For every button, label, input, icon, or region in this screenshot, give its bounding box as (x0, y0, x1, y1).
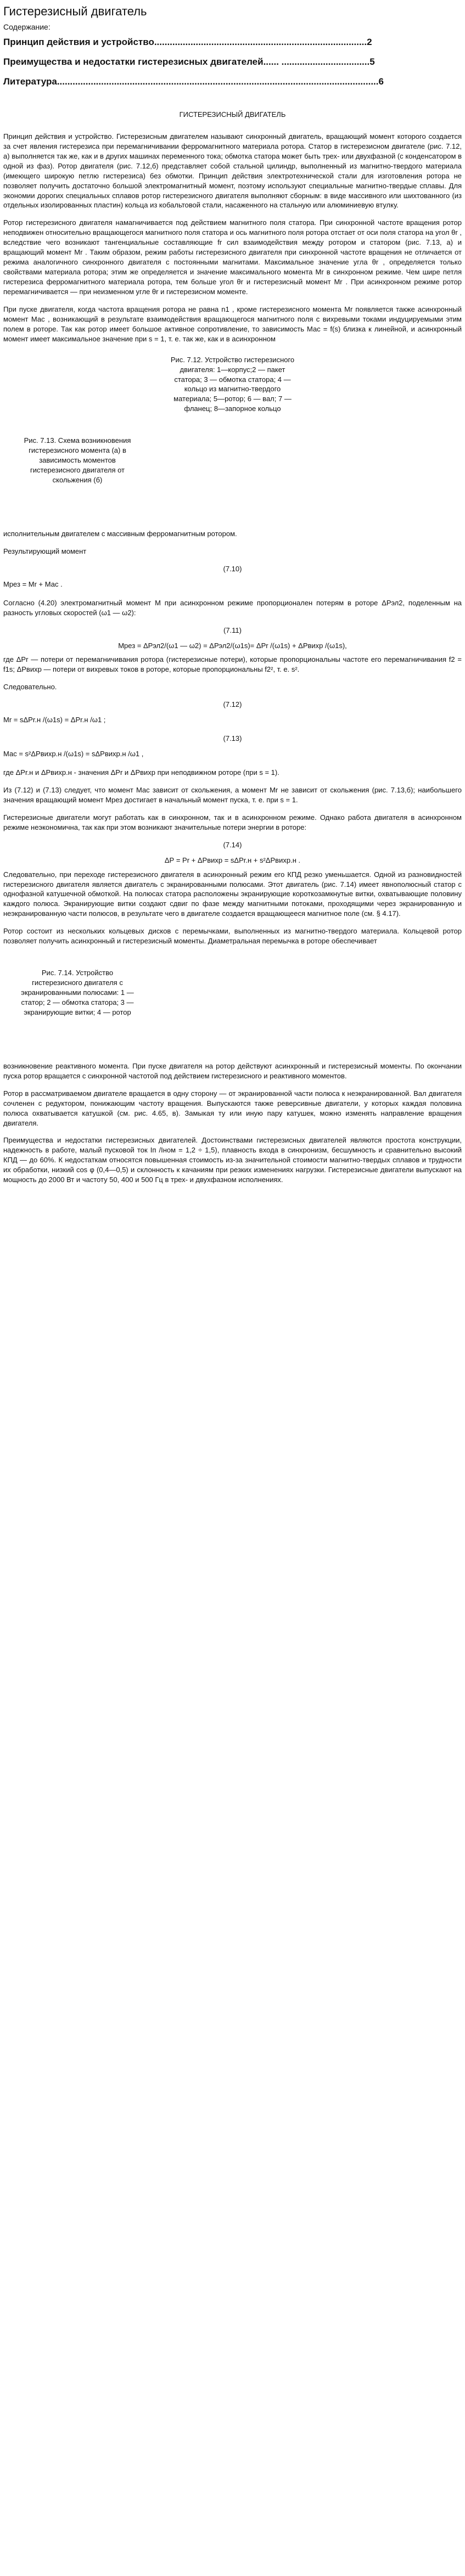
toc-item-advantages[interactable]: Преимущества и недостатки гистерезисных двигателей...... ..................................5 (3, 56, 375, 67)
figure-7-14-caption: Рис. 7.14. Устройство гистерезисного двигателя с экранированными полюсами: 1 — статор; 2 — обмотка статора; 3 — экранирующие витки; 4 — ротор (21, 969, 134, 1016)
paragraph-ring-rotor: Ротор состоит из нескольких кольцевых дисков с перемычками, выполненных из магнитно-твердого материала. Кольцевой ротор позволяет получить асинхронный и гистерезисный моменты. Диаметральная перемычка в роторе обеспечивает (3, 927, 462, 946)
equation-7-10: Мрез = Мr + Мас . (3, 580, 63, 588)
equation-7-13: Мас = s²ΔРвихр.н /(ω1s) = sΔРвихр.н /ω1 , (3, 750, 144, 758)
figure-7-13 (20, 436, 135, 485)
equation-7-11: Мрез = ΔРэл2/(ω1 — ω2) = ΔРэл2/(ω1s)= ΔРr /(ω1s) + ΔРвихр /(ω1s), (118, 641, 347, 650)
paragraph-principle: Принцип действия и устройство. Гистерезисным двигателем называют синхронный двигатель, вращающий момент которого создается за счет явления гистерезиса при перемагничивании ферромагнитного материала ротора. Статор в гистерезисном двигателе (рис. 7.12, а) выполняется так же, как и в других машинах переменного тока; обмотка статора может быть трех- или двухфазной (с конденсатором в одной из фаз). Ротор двигателя (рис. 7.12,б) представляет собой стальной цилиндр, выполненный из магнитно-твердого материала (имеющего широкую петлю гистерезиса) без обмотки. Принцип действия электротехнической стали для изготовления ротора не позволяет получить достаточно большой электромагнитный момент, поэтому используют специальные магнитно-твердые сплавы. Для экономии дорогих специальных сплавов ротор гистерезисного двигателя выполняют сборным: в виде массивного или шихтованного (из отдельных изолированных пластин) кольца из кобальтовой стали, насаженного на стальную или алюминиевую втулку. (3, 132, 462, 210)
paragraph-values-at-rest: где ΔРr.н и ΔРвихр.н - значения ΔРr и ΔРвихр при неподвижном роторе (при s = 1). (3, 768, 279, 777)
paragraph-electromagnetic-moment: Согласно (4.20) электромагнитный момент М при асинхронном режиме пропорционален потерям в роторе ΔРэл2, поделенным на разность угловых скоростей (ω1 — ω2): (3, 598, 462, 617)
paragraph-executive-motor: исполнительным двигателем с массивным ферромагнитным ротором. (3, 529, 237, 538)
toc-item-principle[interactable]: Принцип действия и устройство..................................................................................2 (3, 36, 372, 47)
equation-7-14: ΔР = Рr + ΔРвихр = sΔРr.н + s²ΔРвихр.н . (164, 856, 301, 864)
paragraph-shaded-pole: Следовательно, при переходе гистерезисного двигателя в асинхронный режим его КПД резко уменьшается. Одной из разновидностей гистерезисного двигателя является двигатель с экранированными полюсами. Этот двигатель (рис. 7.14) имеет явнополюсный статор с однофазной катушечной обмоткой. На полюсах статора расположены экранирующие короткозамкнутые витки, охватывающие половину каждого полюса. Экранирующие витки создают сдвиг по фазе между магнитными потоками, проходящими через экранированную и неэкранированную части полюсов, в результате чего в двигателе создается вращающееся магнитное поле (см. § 4.17). (3, 870, 462, 918)
page-title: Гистерезисный двигатель (3, 4, 147, 18)
equation-number-7-10: (7.10) (223, 564, 242, 573)
equation-number-7-11: (7.11) (223, 626, 242, 634)
paragraph-operating-modes: Гистерезисные двигатели могут работать как в синхронном, так и в асинхронном режиме. Однако работа двигателя в асинхронном режиме неэкономична, так как при этом возникают значительные потери энергии в роторе: (3, 813, 462, 831)
paragraph-losses: где ΔРr — потери от перемагничивания ротора (гистерезисные потери), которые пропорциональны частоте его перемагничивания f2 = f1s; ΔРвихр — потери от вихревых токов в роторе, которые пропорциональны f2², т. е. s². (3, 655, 462, 674)
equation-number-7-12: (7.12) (223, 700, 242, 709)
section-title: ГИСТЕРЕЗИСНЫЙ ДВИГАТЕЛЬ (179, 110, 286, 119)
document (0, 0, 465, 1185)
figure-7-13-caption: Рис. 7.13. Схема возникновения гистерезисного момента (а) в зависимость моментов гистерезисного двигателя от скольжения (б) (24, 436, 131, 485)
equation-7-12: Мr = sΔРr.н /(ω1s) = ΔРr.н /ω1 ; (3, 716, 106, 724)
figure-7-12-caption: Рис. 7.12. Устройство гистерезисного двигателя: 1—корпус;2 — пакет статора; 3 — обмотка статора; 4 — кольцо из магнитно-твердого материала; 5—ротор; 6 — вал; 7 —фланец; 8—запорное кольцо (170, 355, 295, 413)
paragraph-start: При пуске двигателя, когда частота вращения ротора не равна n1 , кроме гистерезисного момента Мr появляется также асинхронный момент Мас , возникающий в результате взаимодействия вращающегося магнитного поля с вихревыми токами индуцируемыми этим полем в роторе. Так как ротор имеет большое активное сопротивление, то зависимость Мас = f(s) близка к линейной, и асинхронный момент имеет максимальное значение при s = 1, т. е. так же, как и в асинхронном (3, 305, 462, 343)
paragraph-consequently: Следовательно. (3, 683, 57, 691)
paragraph-rotor: Ротор гистерезисного двигателя намагничивается под действием магнитного поля статора. При синхронной частоте вращения ротор неподвижен относительно вращающегося магнитного поля статора и ось магнитного поля ротора отстает от оси поля статора на угол θr , вследствие чего возникают тангенциальные составляющие fr сил взаимодействия между ротором и статором (рис. 7.13, а) и вращающий момент Мr . Таким образом, режим работы гистерезисного двигателя при синхронной частоте вращения не отличается от режима аналогичного синхронного двигателя с постоянными магнитами. Максимальное значение угла θr , определяется только свойствами материала ротора; этим же определяется и значение максимального момента Мr в синхронном режиме. Чем шире петля гистерезиса ферромагнитного материала ротора, тем больше угол θr и гистерезисный момент Мr . При асинхронном режиме ротор перемагничивается — при неизменном угле θr и гистерезисном моменте. (3, 218, 462, 296)
toc-label: Содержание: (3, 23, 51, 32)
equation-number-7-13: (7.13) (223, 734, 242, 743)
toc-item-literature[interactable]: Литература............................................................................................................................6 (3, 76, 384, 87)
figure-7-14 (20, 968, 135, 1017)
equation-number-7-14: (7.14) (223, 840, 242, 849)
paragraph-reactive-moment: возникновение реактивного момента. При пуске двигателя на ротор действуют асинхронный и гистерезисный моменты. По окончании пуска ротор вращается с синхронной частотой под действием гистерезисного и реактивного моментов. (3, 1061, 462, 1080)
paragraph-advantages: Преимущества и недостатки гистерезисных двигателей. Достоинствами гистерезисных двигателей являются простота конструкции, надежность в работе, малый пусковой ток Iп /Iном = 1,2 ÷ 1,5), плавность входа в синхронизм, бесшумность и сравнительно высокий КПД — до 60%. К недостаткам относятся повышенная стоимость из-за значительной стоимости магнитно-твердых сплавов и трудности их обработки, низкий cos φ (0,4—0,5) и склонность к качаниям при резких изменениях нагрузки. Гистерезисные двигатели выпускают на мощность до 2000 Вт и частоту 50, 400 и 500 Гц в трех- и двухфазном исполнениях. (3, 1136, 462, 1184)
paragraph-rotation-direction: Ротор в рассматриваемом двигателе вращается в одну сторону — от экранированной части полюса к неэкранированной. Вал двигателя сочленен с редуктором, понижающим частоту вращения. Выпускаются также реверсивные двигатели, у которых каждая половина полюса охватывается катушкой (см. рис. 4.65, в). Замыкая ту или иную пару катушек, можно изменять направление вращения двигателя. (3, 1089, 462, 1127)
figure-7-12 (3, 355, 462, 414)
paragraph-resulting-moment: Результирующий момент (3, 547, 87, 555)
paragraph-slip-dependence: Из (7.12) и (7.13) следует, что момент Мас зависит от скольжения, а момент Мr не зависит от скольжения (рис. 7.13,б); наибольшего значения вращающий момент Мрез достигает в начальный момент пуска, т. е. при s = 1. (3, 785, 462, 804)
